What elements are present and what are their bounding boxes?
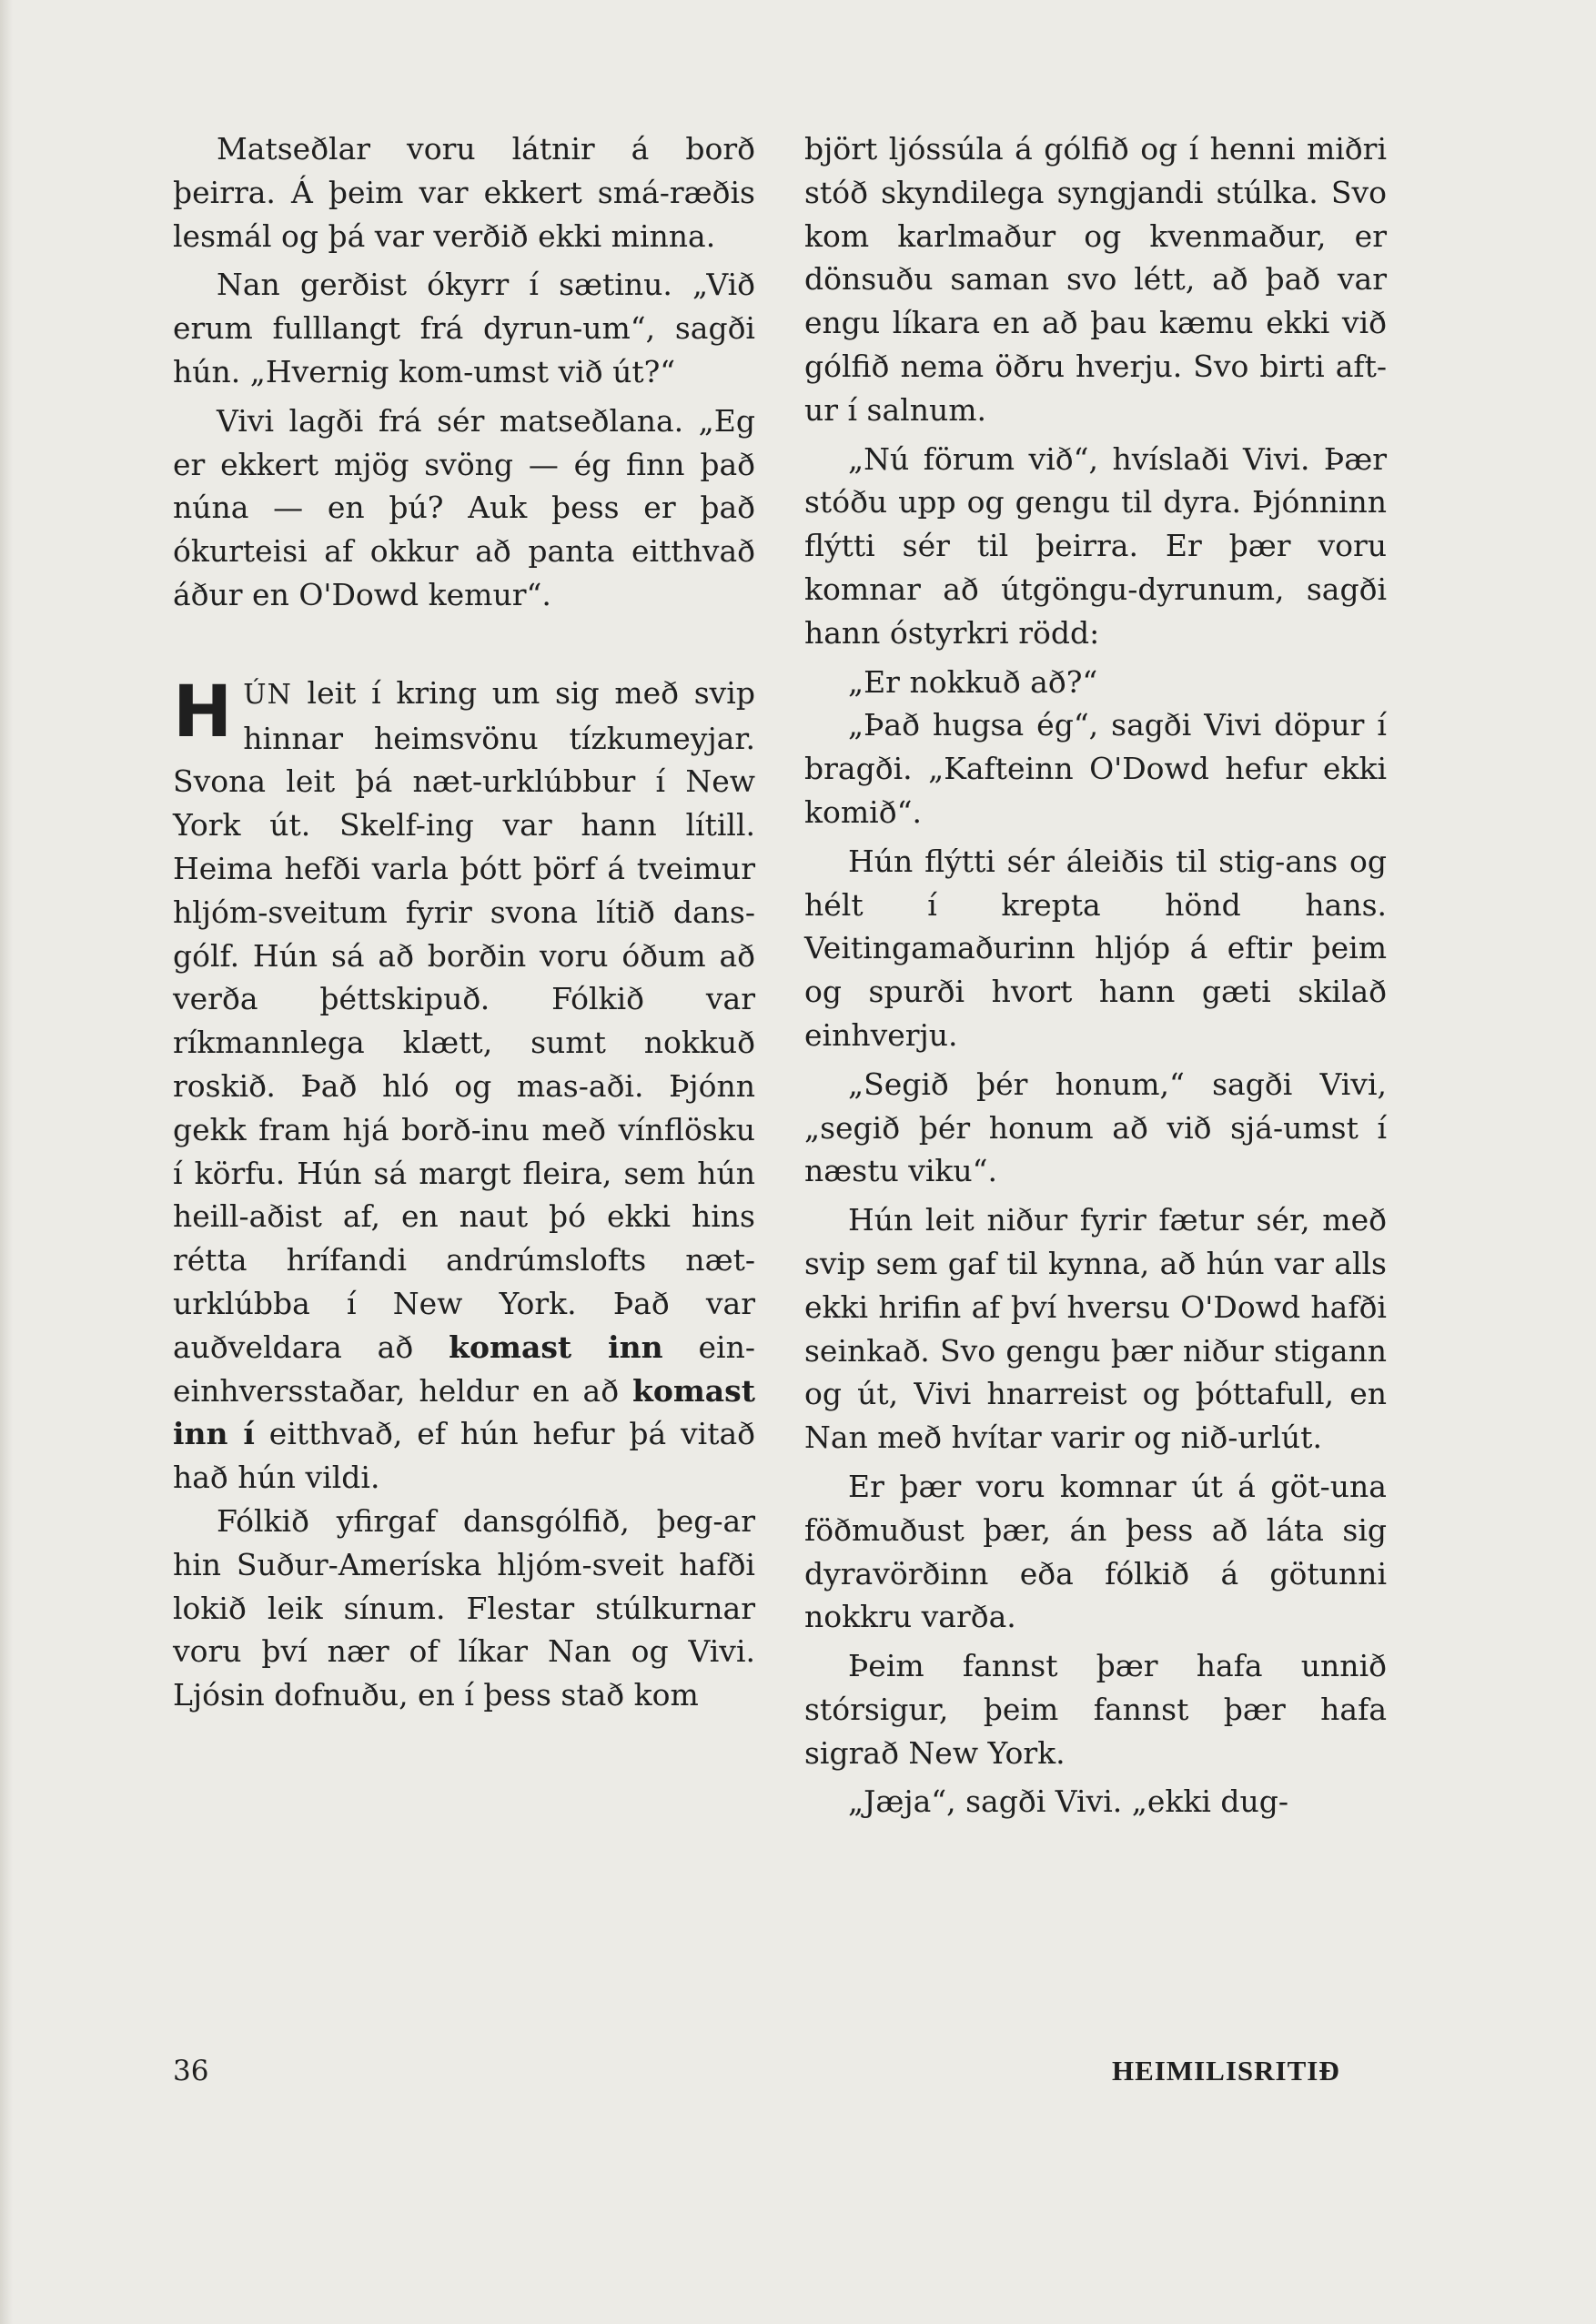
right-paragraph-3: „Er nokkuð að?“	[848, 663, 1098, 700]
paragraph-text: leit í kring um sig með svip hinnar heimsvönu tízkumeyjar. Svona leit þá næt-urklúbbur í New York út. Skelf-ing var hann lítill. Heima hefði varla þótt þörf á tveimur hljóm-sveitum fyrir svona lítið dans-gólf. Hún sá að borðin voru óðum að verða þéttskipuð. Fólkið var ríkmannlega klætt, sumt nokkuð roskið. Það hló og mas-aði. Þjónn gekk fram hjá borð-inu með vínflösku í körfu. Hún sá margt fleira, sem hún heill-aðist af, en naut þó ekki hins rétta hrífandi andrúmslofts næt-urklúbba í New York. Það var auðveldara að	[173, 674, 755, 1365]
magazine-name: HEIMILISRITIÐ	[1112, 2055, 1340, 2087]
right-paragraph-1: björt ljóssúla á gólfið og í henni miðri stóð skyndilega syngjandi stúlka. Svo kom karlmaður og kvenmaður, er dönsuðu saman svo létt, að það var engu líkara en að þau kæmu ekki við gólfið nema öðru hverju. Svo birti aft-ur í salnum.	[804, 131, 1387, 428]
right-paragraph-8: Er þær voru komnar út á göt-una föðmuðust þær, án þess að láta sig dyravörðinn eða fólkið á götunni nokkru varða.	[804, 1468, 1387, 1635]
page-number: 36	[173, 2055, 209, 2087]
page-edge	[0, 0, 13, 2324]
right-paragraph-6: „Segið þér honum,“ sagði Vivi, „segið þér honum að við sjá-umst í næstu viku“.	[804, 1066, 1387, 1189]
paragraph-text: ein-einhversstaðar, heldur en að	[173, 1329, 755, 1409]
right-paragraph-2: „Nú förum við“, hvíslaði Vivi. Þær stóðu upp og gengu til dyra. Þjónninn flýtti sér til þeirra. Er þær voru komnar að útgöngu-dyrunum, sagði hann óstyrkri rödd:	[804, 440, 1387, 651]
left-paragraph-3: Vivi lagði frá sér matseðlana. „Eg er ekkert mjög svöng — ég finn það núna — en þú? Auk þess er það ókurteisi af okkur að panta eitthvað áður en O'Dowd kemur“.	[173, 402, 755, 612]
left-paragraph-2: Nan gerðist ókyrr í sætinu. „Við erum fulllangt frá dyrun-um“, sagði hún. „Hvernig kom-umst við út?“	[173, 267, 755, 389]
right-paragraph-10: „Jæja“, sagði Vivi. „ekki dug-	[848, 1783, 1289, 1820]
emphasis-text: komast inn í	[173, 1372, 755, 1452]
emphasis-text: komast inn	[449, 1329, 663, 1365]
right-paragraph-7: Hún leit niður fyrir fætur sér, með svip sem gaf til kynna, að hún var alls ekki hrifin af því hversu O'Dowd hafði seinkað. Svo gengu þær niður stigann og út, Vivi hnarreist og þóttafull, en Nan með hvítar varir og nið-urlút.	[804, 1202, 1387, 1456]
left-paragraph-1: Matseðlar voru látnir á borð þeirra. Á þeim var ekkert smá-ræðis lesmál og þá var verðið ekki minna.	[173, 131, 755, 254]
right-column	[804, 127, 1387, 1824]
paragraph-text: eitthvað, ef hún hefur þá vitað hað hún vildi.	[173, 1416, 756, 1496]
right-paragraph-4: „Það hugsa ég“, sagði Vivi döpur í bragði. „Kafteinn O'Dowd hefur ekki komið“.	[804, 707, 1387, 830]
drop-cap: H	[173, 671, 233, 753]
drop-cap-continuation: ÚN	[243, 678, 292, 711]
left-paragraph-5: Fólkið yfirgaf dansgólfið, þeg-ar hin Suður-Ameríska hljóm-sveit hafði lokið leik sínum. Flestar stúlkurnar voru því nær of líkar Nan og Vivi. Ljósin dofnuðu, en í þess stað kom	[173, 1502, 755, 1713]
left-paragraph-4	[173, 672, 755, 1500]
left-column	[173, 127, 755, 1717]
right-paragraph-9: Þeim fannst þær hafa unnið stórsigur, þeim fannst þær hafa sigrað New York.	[804, 1648, 1387, 1771]
right-paragraph-5: Hún flýtti sér áleiðis til stig-ans og hélt í krepta hönd hans. Veitingamaðurinn hljóp á eftir þeim og spurði hvort hann gæti skilað einhverju.	[804, 843, 1387, 1053]
